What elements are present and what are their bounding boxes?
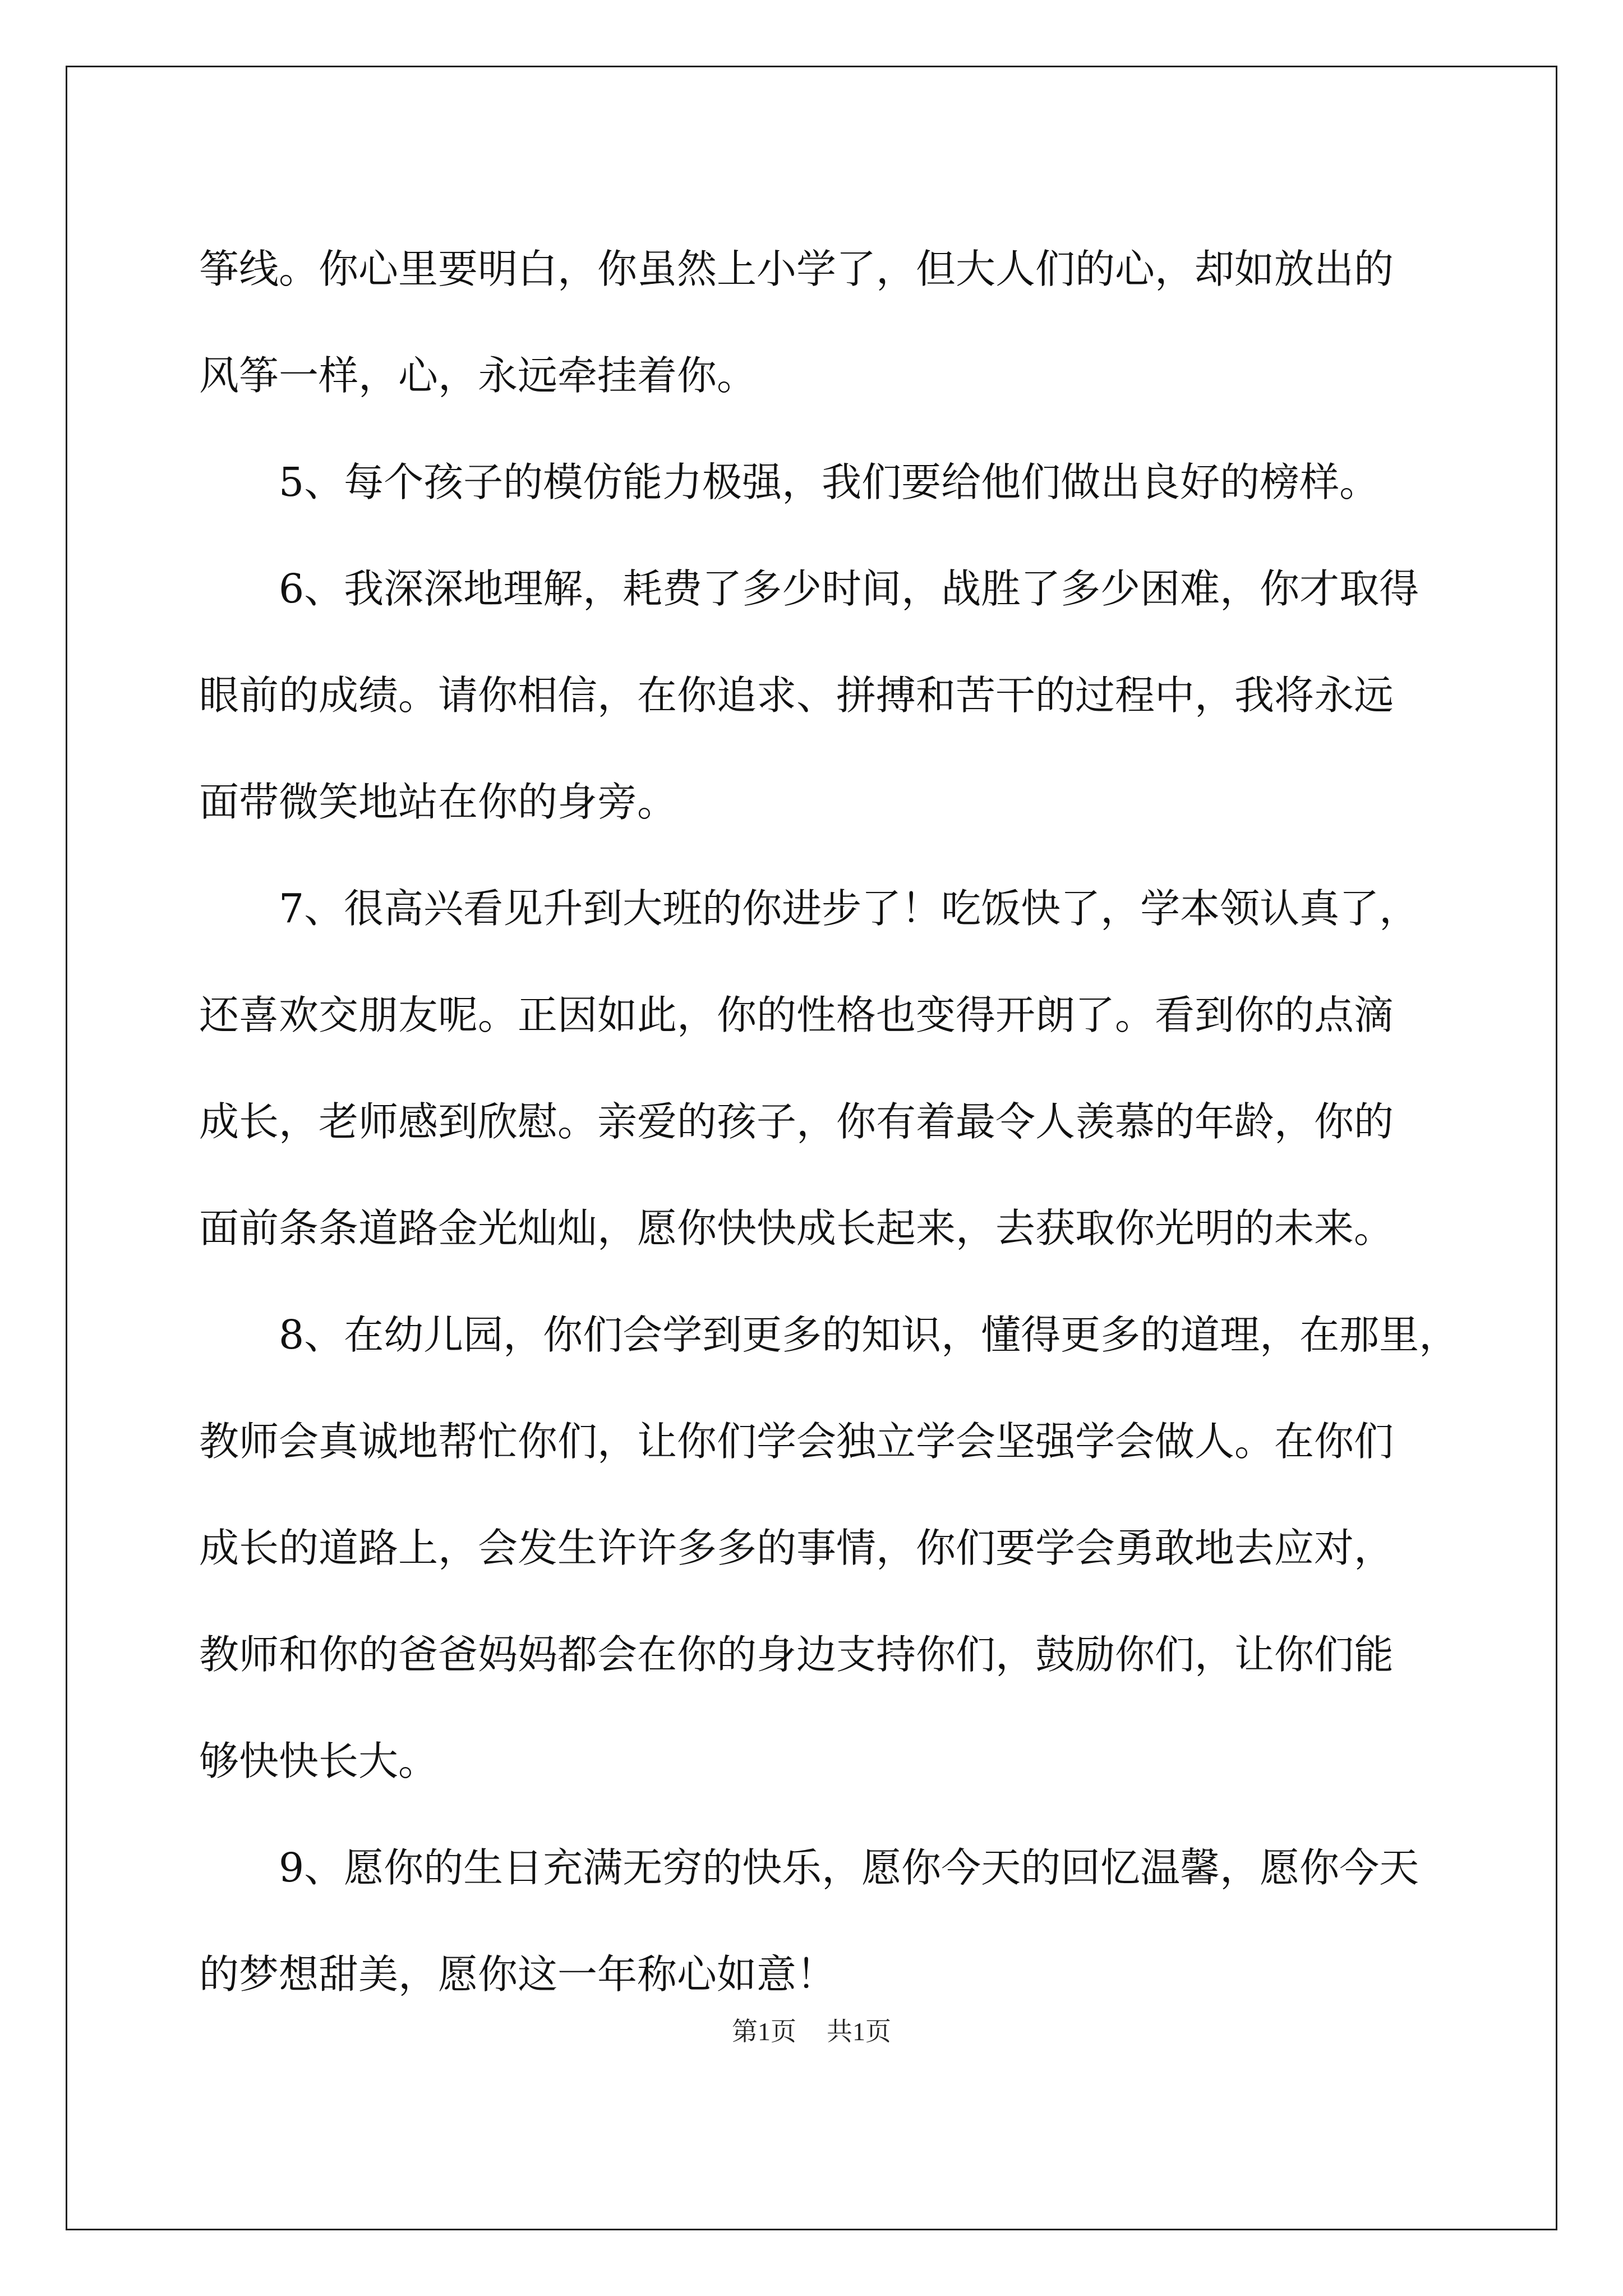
text-line: 7、很高兴看见升到大班的你进步了！吃饭快了，学本领认真了， (279, 885, 1419, 932)
paragraph-8 (199, 1282, 1459, 1815)
paragraph-5 (199, 429, 1440, 536)
paragraph-6 (199, 536, 1440, 855)
text-line: 还喜欢交朋友呢。正因如此，你的性格也变得开朗了。看到你的点滴 (199, 992, 1394, 1038)
text-line: 成长，老师感到欣慰。亲爱的孩子，你有着最令人羡慕的年龄，你的 (199, 1098, 1394, 1145)
paragraph-9 (199, 1815, 1440, 2028)
page-total: 共1页 (827, 2017, 891, 2046)
text-line: 成长的道路上，会发生许许多多的事情，你们要学会勇敢地去应对， (199, 1525, 1394, 1571)
page-number: 第1页 (732, 2017, 796, 2046)
text-line: 的梦想甜美，愿你这一年称心如意！ (199, 1951, 837, 1998)
text-line: 筝线。你心里要明白，你虽然上小学了，但大人们的心，却如放出的 (199, 246, 1394, 292)
text-line: 8、在幼儿园，你们会学到更多的知识，懂得更多的道理，在那里， (279, 1312, 1459, 1358)
text-line: 教师会真诚地帮忙你们，让你们学会独立学会坚强学会做人。在你们 (199, 1418, 1394, 1465)
text-line: 教师和你的爸爸妈妈都会在你的身边支持你们，鼓励你们，让你们能 (199, 1631, 1394, 1678)
text-line: 9、愿你的生日充满无穷的快乐，愿你今天的回忆温馨，愿你今天 (279, 1844, 1419, 1891)
text-line: 风筝一样，心，永远牵挂着你。 (199, 352, 757, 399)
document-body (199, 216, 1459, 2028)
text-line: 够快快长大。 (199, 1738, 439, 1784)
page-footer (0, 2011, 1623, 2048)
paragraph-continued (199, 216, 1440, 429)
paragraph-7 (199, 855, 1440, 1282)
text-line: 6、我深深地理解，耗费了多少时间，战胜了多少困难，你才取得 (279, 565, 1419, 612)
text-line: 面前条条道路金光灿灿，愿你快快成长起来，去获取你光明的未来。 (199, 1205, 1394, 1251)
text-line: 5、每个孩子的模仿能力极强，我们要给他们做出良好的榜样。 (279, 459, 1380, 505)
text-line: 眼前的成绩。请你相信，在你追求、拼搏和苦干的过程中，我将永远 (199, 672, 1394, 719)
text-line: 面带微笑地站在你的身旁。 (199, 779, 677, 825)
